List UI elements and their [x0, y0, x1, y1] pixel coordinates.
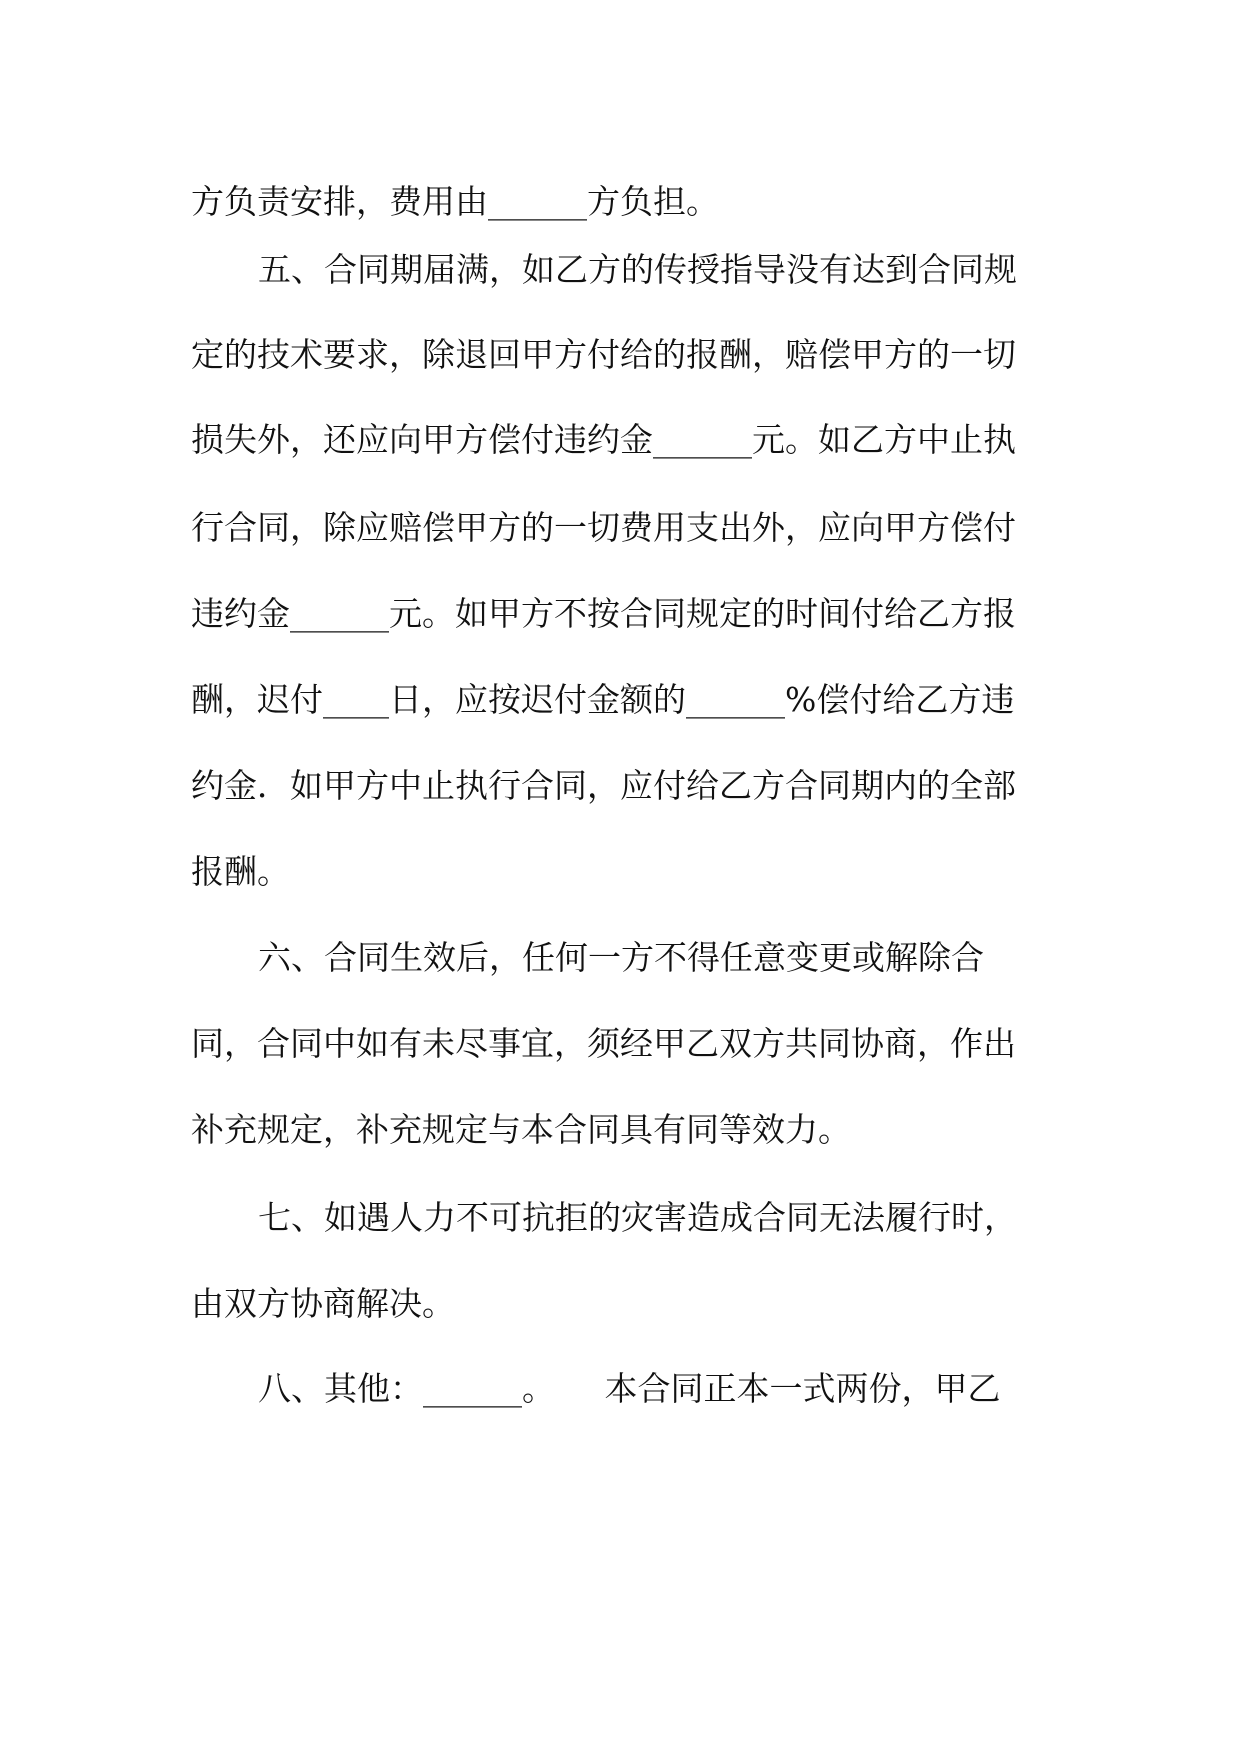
text-line: 酬，迟付____日，应按迟付金额的______%偿付给乙方违	[191, 680, 1015, 719]
text-line: 损失外，还应向甲方偿付违约金______元。如乙方中止执	[191, 420, 1016, 459]
clause-7-heading-line: 七、如遇人力不可抗拒的灾害造成合同无法履行时，	[258, 1198, 1017, 1237]
clause-6-heading-line: 六、合同生效后，任何一方不得任意变更或解除合	[258, 938, 984, 977]
text-line: 方负责安排，费用由______方负担。	[191, 182, 719, 221]
text-line: 报酬。	[191, 852, 290, 891]
text-line: 定的技术要求，除退回甲方付给的报酬，赔偿甲方的一切	[191, 335, 1016, 374]
clause-5-heading-line: 五、合同期届满，如乙方的传授指导没有达到合同规	[258, 250, 1017, 289]
clause-8-heading-line: 八、其他：______。 本合同正本一式两份，甲乙	[258, 1369, 1001, 1408]
text-line: 约金．如甲方中止执行合同，应付给乙方合同期内的全部	[191, 766, 1016, 805]
text-line: 同，合同中如有未尽事宜，须经甲乙双方共同协商，作出	[191, 1024, 1016, 1063]
text-line: 由双方协商解决。	[191, 1284, 455, 1323]
text-line: 违约金______元。如甲方不按合同规定的时间付给乙方报	[191, 594, 1016, 633]
text-line: 补充规定，补充规定与本合同具有同等效力。	[191, 1110, 851, 1149]
text-line: 行合同，除应赔偿甲方的一切费用支出外，应向甲方偿付	[191, 508, 1016, 547]
